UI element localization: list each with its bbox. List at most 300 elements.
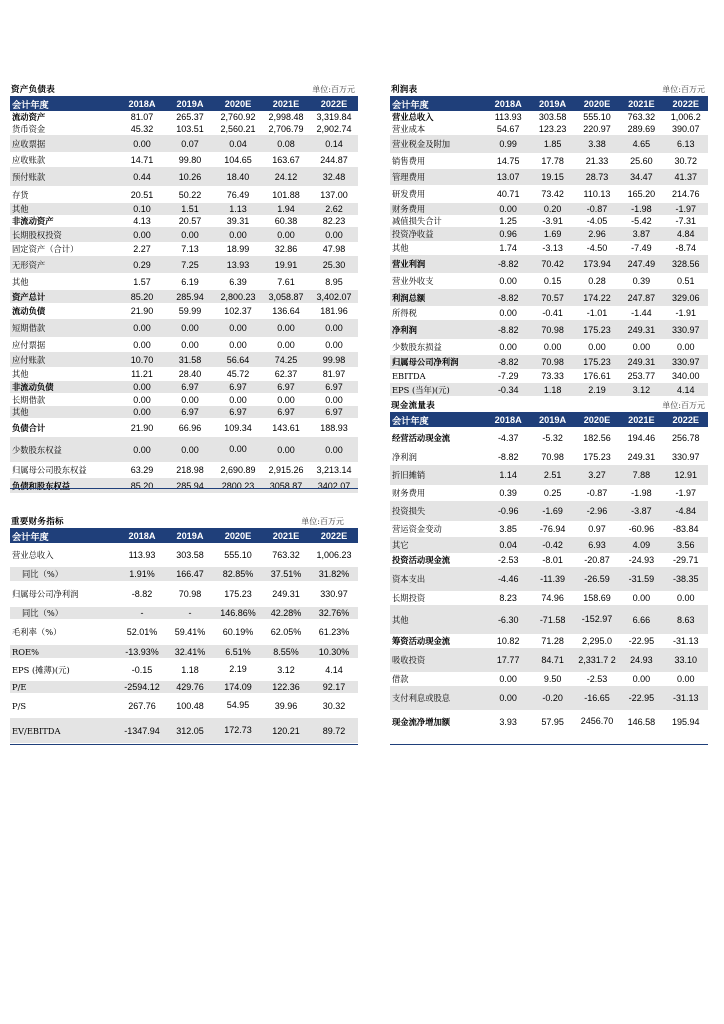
value-cell: 0.44 — [118, 167, 166, 186]
key-ratios-bottom-rule — [10, 744, 358, 745]
row-label: 其他 — [10, 406, 118, 418]
table-row — [390, 241, 708, 255]
table-row — [10, 607, 358, 619]
value-cell: 70.98 — [178, 589, 202, 599]
value-cell: 0.51 — [677, 276, 695, 286]
value-cell: -8.82 — [486, 355, 530, 369]
value-cell: 330.97 — [320, 589, 348, 599]
value-cell: 113.93 — [128, 550, 156, 560]
table-row — [390, 591, 708, 605]
value-cell: 0.00 — [181, 339, 199, 350]
row-label: 毛利率（%） — [12, 627, 62, 637]
value-cell: 1.69 — [530, 227, 574, 241]
value-cell: 33.10 — [664, 648, 708, 672]
table-row — [390, 185, 708, 203]
value-cell: 110.13 — [583, 189, 611, 199]
value-cell: 19.91 — [262, 256, 310, 273]
table-row — [10, 418, 358, 437]
value-cell: 4.84 — [664, 227, 708, 241]
row-label: 归属母公司净利润 — [12, 589, 79, 599]
value-cell: -8.82 — [486, 255, 530, 273]
value-cell: -5.32 — [542, 433, 563, 443]
value-cell: 0.00 — [133, 394, 151, 405]
row-label: 支付利息或股息 — [390, 686, 486, 710]
value-cell: 0.00 — [486, 203, 530, 215]
value-cell: 0.00 — [118, 437, 166, 462]
value-cell: 6.93 — [575, 537, 619, 553]
value-cell: 25.60 — [630, 156, 653, 166]
value-cell: 31.58 — [166, 352, 214, 367]
value-cell: 163.67 — [272, 154, 300, 165]
value-cell: 175.23 — [583, 452, 611, 462]
table-row — [390, 169, 708, 185]
row-label: 财务费用 — [390, 203, 486, 215]
balance-sheet-title: 资产负债表 — [11, 85, 56, 95]
value-cell: -13.93% — [118, 645, 166, 658]
header-year-cell: 2022E — [310, 97, 358, 111]
value-cell: 249.31 — [627, 452, 656, 462]
table-row — [10, 478, 358, 493]
value-cell: 175.23 — [575, 355, 619, 369]
header-year-cell: 2019A — [530, 413, 574, 427]
value-cell: 176.61 — [583, 371, 611, 381]
row-label: 营业外收支 — [392, 276, 434, 286]
table-row — [10, 693, 358, 718]
value-cell: 181.96 — [320, 306, 348, 316]
value-cell: 81.97 — [322, 369, 346, 379]
value-cell: 82.23 — [322, 216, 346, 226]
value-cell: - — [166, 607, 214, 619]
table-row — [10, 658, 358, 681]
value-cell: 0.00 — [588, 342, 606, 352]
value-cell: 17.77 — [486, 648, 530, 672]
row-label: 应收账款 — [12, 154, 46, 165]
value-cell: -1.97 — [675, 488, 697, 498]
table-row — [10, 337, 358, 352]
row-label: 归属母公司净利润 — [390, 355, 486, 369]
value-cell: 0.00 — [133, 339, 151, 350]
value-cell: 256.78 — [672, 433, 700, 443]
value-cell: 4.65 — [619, 135, 663, 153]
value-cell: 0.15 — [543, 276, 562, 286]
table-row — [10, 581, 358, 607]
value-cell: 8.23 — [499, 593, 517, 603]
value-cell: -0.42 — [530, 537, 574, 553]
value-cell: 99.98 — [310, 352, 358, 367]
value-cell: 247.49 — [619, 255, 663, 273]
value-cell: 6.97 — [262, 406, 310, 418]
header-year-cell: 2021E — [619, 413, 663, 427]
value-cell: 0.00 — [310, 319, 358, 337]
value-cell: 0.00 — [229, 394, 247, 405]
row-label: 营业税金及附加 — [390, 135, 486, 153]
value-cell: 0.00 — [277, 394, 295, 405]
value-cell: 0.00 — [262, 437, 310, 462]
header-label-cell: 会计年度 — [10, 529, 118, 543]
value-cell: 8.95 — [325, 276, 343, 287]
value-cell: -4.37 — [497, 433, 519, 443]
value-cell: 85.20 — [118, 478, 166, 493]
value-cell: 285.94 — [166, 478, 214, 493]
value-cell: -4.05 — [586, 216, 608, 226]
value-cell: -2.96 — [575, 501, 619, 521]
value-cell: 31.82% — [310, 567, 358, 581]
value-cell: 0.00 — [543, 342, 562, 352]
value-cell: 24.12 — [262, 167, 310, 186]
value-cell: 328.56 — [664, 255, 708, 273]
value-cell: 0.00 — [499, 308, 517, 318]
value-cell: 172.73 — [214, 718, 262, 743]
table-row — [10, 273, 358, 290]
value-cell: 0.10 — [118, 203, 166, 215]
row-label: 营业总收入 — [12, 550, 54, 560]
value-cell: 0.00 — [214, 437, 262, 462]
value-cell: 42.28% — [262, 607, 310, 619]
header-year-cell: 2019A — [166, 97, 214, 111]
value-cell: 249.31 — [619, 355, 663, 369]
table-row — [390, 306, 708, 320]
table-row — [390, 605, 708, 634]
value-cell: 1.74 — [499, 243, 517, 253]
value-cell: 70.42 — [530, 255, 574, 273]
value-cell: 3.27 — [575, 465, 619, 485]
table-row — [390, 710, 708, 733]
value-cell: -0.96 — [486, 501, 530, 521]
value-cell: 21.90 — [130, 422, 154, 433]
value-cell: 1.85 — [530, 135, 574, 153]
row-label: 财务费用 — [392, 488, 426, 498]
value-cell: 175.23 — [224, 588, 252, 599]
value-cell: 3.85 — [499, 524, 517, 534]
header-year-cell: 2022E — [664, 413, 708, 427]
value-cell: 247.87 — [619, 289, 663, 306]
row-label: 资本支出 — [390, 567, 486, 591]
value-cell: -2594.12 — [118, 681, 166, 693]
value-cell: 2,760.92 — [220, 112, 256, 122]
value-cell: 249.31 — [619, 320, 663, 339]
value-cell: 0.07 — [166, 135, 214, 152]
value-cell: 73.42 — [541, 189, 564, 199]
value-cell: 2,915.26 — [268, 465, 304, 475]
value-cell: -2.53 — [497, 555, 519, 565]
value-cell: 113.93 — [494, 112, 522, 122]
header-year-cell: 2020E — [214, 529, 262, 543]
value-cell: 3,213.14 — [316, 465, 352, 475]
value-cell: 30.32 — [322, 700, 346, 711]
value-cell: -22.95 — [628, 636, 655, 646]
value-cell: -7.31 — [675, 216, 697, 226]
income-statement-table — [390, 97, 708, 396]
value-cell: 136.64 — [272, 306, 300, 316]
value-cell: -3.91 — [542, 216, 563, 226]
value-cell: -16.65 — [575, 686, 619, 710]
table-row — [10, 437, 358, 462]
value-cell: 0.08 — [262, 135, 310, 152]
header-year-cell: 2018A — [118, 97, 166, 111]
table-row — [10, 290, 358, 303]
table-row — [390, 153, 708, 169]
value-cell: -1.98 — [631, 488, 652, 498]
header-row — [390, 413, 708, 427]
row-label: 同比（%） — [10, 607, 118, 619]
row-label: 长期借款 — [12, 394, 46, 405]
table-row — [390, 203, 708, 215]
value-cell: 6.97 — [214, 406, 262, 418]
value-cell: 3,058.87 — [262, 290, 310, 303]
table-row — [390, 320, 708, 339]
table-row — [10, 319, 358, 337]
table-row — [390, 273, 708, 289]
value-cell: 10.70 — [118, 352, 166, 367]
header-year-cell: 2022E — [310, 529, 358, 543]
value-cell: 8.55% — [262, 645, 310, 658]
value-cell: 2.51 — [530, 465, 574, 485]
row-label: 负债和股东权益 — [10, 478, 118, 493]
row-label: 预付账款 — [10, 167, 118, 186]
value-cell: 100.48 — [176, 700, 204, 711]
value-cell: 3.56 — [664, 537, 708, 553]
value-cell: 6.13 — [664, 135, 708, 153]
table-row — [10, 681, 358, 693]
table-row — [10, 303, 358, 319]
value-cell: 101.88 — [272, 189, 300, 200]
value-cell: 0.04 — [486, 537, 530, 553]
header-year-cell: 2021E — [262, 97, 310, 111]
value-cell: 2,800.23 — [214, 290, 262, 303]
value-cell: 60.19% — [222, 626, 254, 637]
row-label: 同比（%） — [10, 567, 118, 581]
value-cell: 104.65 — [224, 154, 252, 165]
value-cell: 85.20 — [118, 290, 166, 303]
table-row — [390, 255, 708, 273]
value-cell: -3.87 — [619, 501, 663, 521]
table-row — [10, 242, 358, 256]
value-cell: 267.76 — [128, 700, 156, 711]
value-cell: 70.98 — [530, 320, 574, 339]
value-cell: 4.13 — [133, 216, 151, 226]
table-row — [390, 289, 708, 306]
value-cell: -4.46 — [486, 567, 530, 591]
value-cell: 0.00 — [499, 342, 517, 352]
value-cell: 89.72 — [310, 718, 358, 743]
row-label: 营业利润 — [390, 255, 486, 273]
value-cell: 102.37 — [224, 306, 252, 316]
key-ratios-table — [10, 529, 358, 743]
value-cell: -31.13 — [673, 636, 699, 646]
value-cell: 137.00 — [320, 189, 348, 200]
value-cell: 52.01% — [126, 627, 158, 637]
table-row — [390, 521, 708, 537]
table-row — [390, 215, 708, 227]
value-cell: 62.37 — [274, 369, 298, 379]
value-cell: 8.63 — [664, 605, 708, 634]
row-label: 流动资产 — [12, 112, 46, 122]
value-cell: -1.01 — [586, 308, 608, 318]
key-ratios-title: 重要财务指标 — [11, 517, 64, 527]
table-row — [10, 167, 358, 186]
income-statement-title: 利润表 — [391, 85, 418, 95]
value-cell: 1.94 — [262, 203, 310, 215]
value-cell: -83.84 — [673, 524, 699, 534]
table-row — [390, 339, 708, 355]
value-cell: 6.97 — [310, 381, 358, 393]
value-cell: 2.19 — [229, 664, 247, 674]
value-cell: 1,006.23 — [316, 550, 352, 560]
header-year-cell: 2020E — [214, 97, 262, 111]
row-label: ROE% — [10, 645, 118, 658]
value-cell: -60.96 — [628, 524, 655, 534]
income-statement-title-row — [390, 82, 708, 97]
balance-sheet-unit: 单位:百万元 — [312, 85, 355, 94]
table-row — [10, 111, 358, 123]
value-cell: 0.00 — [499, 276, 517, 286]
value-cell: -7.49 — [631, 243, 652, 253]
value-cell: -0.87 — [586, 488, 608, 498]
value-cell: -4.50 — [586, 243, 608, 253]
value-cell: 24.93 — [619, 648, 663, 672]
header-label-cell: 会计年度 — [390, 97, 486, 111]
value-cell: 6.97 — [166, 381, 214, 393]
value-cell: -0.87 — [575, 203, 619, 215]
value-cell: 81.07 — [130, 112, 154, 122]
row-label: 其他 — [12, 276, 29, 287]
value-cell: 312.05 — [166, 718, 214, 743]
value-cell: 0.00 — [214, 227, 262, 242]
value-cell: -0.41 — [542, 308, 563, 318]
value-cell: 1.57 — [133, 276, 151, 287]
value-cell: 3.12 — [277, 664, 295, 675]
header-row — [10, 97, 358, 111]
value-cell: 21.90 — [130, 306, 154, 316]
table-row — [390, 686, 708, 710]
table-row — [10, 123, 358, 135]
value-cell: 555.10 — [583, 112, 611, 122]
value-cell: 0.00 — [499, 674, 517, 684]
value-cell: 20.57 — [178, 216, 202, 226]
value-cell: 61.23% — [318, 627, 350, 637]
table-row — [10, 367, 358, 381]
value-cell: -1.97 — [664, 203, 708, 215]
value-cell: 195.94 — [672, 716, 700, 727]
value-cell: 0.00 — [325, 394, 343, 405]
value-cell: -6.30 — [486, 605, 530, 634]
value-cell: 30.72 — [674, 156, 698, 166]
value-cell: 70.98 — [530, 355, 574, 369]
value-cell: 3.93 — [499, 716, 517, 727]
value-cell: -71.58 — [530, 605, 574, 634]
row-label: 货币资金 — [12, 124, 46, 134]
value-cell: 2,690.89 — [220, 465, 256, 475]
value-cell: 555.10 — [224, 549, 252, 560]
value-cell: -2.53 — [586, 674, 608, 684]
value-cell: 70.98 — [541, 452, 564, 462]
table-row — [390, 227, 708, 241]
value-cell: 63.29 — [130, 465, 154, 475]
value-cell: 12.91 — [664, 465, 708, 485]
row-label: 投资净收益 — [390, 227, 486, 241]
value-cell: 0.29 — [118, 256, 166, 273]
value-cell: 0.28 — [588, 276, 606, 286]
value-cell: 1.13 — [214, 203, 262, 215]
cash-flow-table — [390, 413, 708, 733]
value-cell: 2456.70 — [580, 716, 614, 726]
cash-flow-panel — [390, 398, 708, 733]
value-cell: 1.91% — [118, 567, 166, 581]
value-cell: -26.59 — [575, 567, 619, 591]
row-label: 其他 — [390, 605, 486, 634]
value-cell: 19.15 — [530, 169, 574, 185]
value-cell: -11.39 — [530, 567, 574, 591]
value-cell: -0.15 — [131, 664, 153, 675]
value-cell: 18.99 — [226, 244, 250, 254]
table-row — [10, 381, 358, 393]
row-label: EPS (摊薄)(元) — [12, 664, 70, 675]
row-label: 投资活动现金流 — [392, 555, 451, 565]
value-cell: 3,402.07 — [310, 290, 358, 303]
row-label: 其它 — [390, 537, 486, 553]
table-row — [10, 718, 358, 743]
balance-sheet-panel — [10, 82, 358, 493]
row-label: EPS (当年)(元) — [390, 383, 486, 396]
value-cell: 56.64 — [214, 352, 262, 367]
value-cell: 34.47 — [619, 169, 663, 185]
value-cell: 1.25 — [499, 216, 517, 226]
value-cell: 146.58 — [627, 716, 656, 727]
table-row — [10, 567, 358, 581]
value-cell: 3.38 — [575, 135, 619, 153]
value-cell: -31.13 — [664, 686, 708, 710]
table-row — [10, 227, 358, 242]
header-year-cell: 2020E — [575, 97, 619, 111]
value-cell: 174.09 — [214, 681, 262, 693]
value-cell: 10.26 — [166, 167, 214, 186]
value-cell: 429.76 — [166, 681, 214, 693]
table-row — [390, 567, 708, 591]
header-year-cell: 2022E — [664, 97, 708, 111]
header-year-cell: 2021E — [619, 97, 663, 111]
cash-flow-title: 现金流量表 — [391, 401, 436, 411]
value-cell: 0.00 — [262, 319, 310, 337]
value-cell: 0.00 — [229, 339, 247, 350]
value-cell: -24.93 — [628, 555, 655, 565]
value-cell: -76.94 — [539, 524, 566, 534]
value-cell: 174.22 — [575, 289, 619, 306]
header-year-cell: 2021E — [262, 529, 310, 543]
row-label: 筹资活动现金流 — [392, 636, 451, 646]
value-cell: 6.19 — [181, 276, 199, 287]
value-cell: 40.71 — [496, 189, 520, 199]
key-ratios-panel — [10, 514, 358, 743]
value-cell: 3.87 — [619, 227, 663, 241]
row-label: 流动负债 — [12, 306, 46, 316]
row-label: 非流动资产 — [12, 216, 54, 226]
value-cell: 175.23 — [575, 320, 619, 339]
value-cell: 2800.23 — [214, 478, 262, 493]
row-label: 销售费用 — [392, 156, 426, 166]
value-cell: 0.00 — [677, 342, 695, 352]
value-cell: 60.38 — [274, 216, 298, 226]
row-label: 吸收投资 — [390, 648, 486, 672]
value-cell: 7.88 — [619, 465, 663, 485]
value-cell: 220.97 — [583, 124, 611, 134]
row-label: 管理费用 — [390, 169, 486, 185]
value-cell: 0.00 — [310, 227, 358, 242]
row-label: 其他 — [12, 369, 29, 379]
value-cell: 0.00 — [486, 686, 530, 710]
row-label: 少数股东损益 — [392, 342, 442, 352]
row-label: 归属母公司股东权益 — [12, 465, 87, 475]
value-cell: 41.37 — [664, 169, 708, 185]
